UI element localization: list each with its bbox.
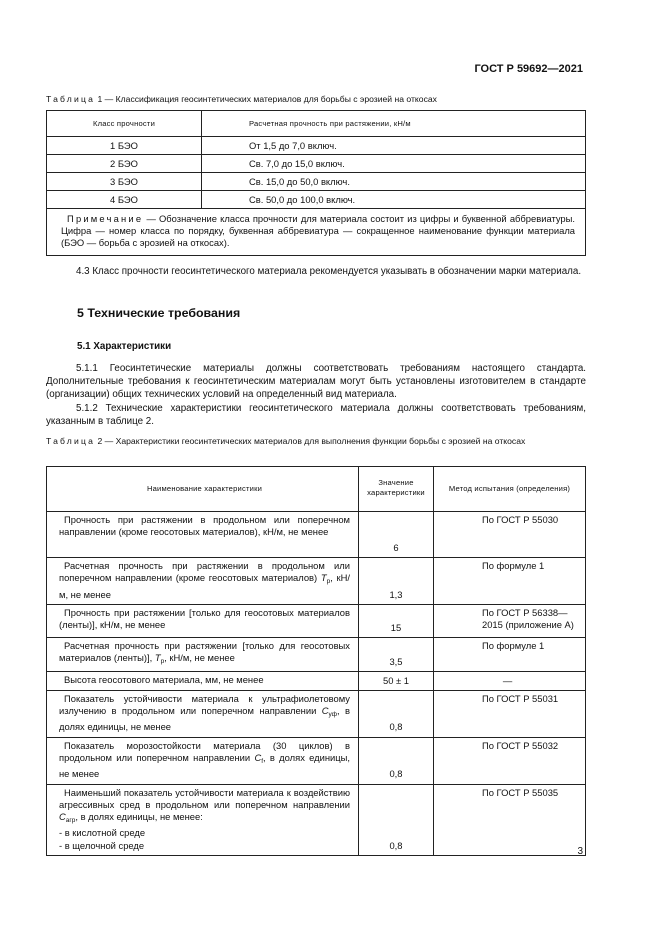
characteristic-value: 15: [359, 604, 434, 637]
table2-header-value: Значение характеристики: [359, 467, 434, 512]
table-row: [47, 672, 586, 690]
table2-caption-text: 2 — Характеристики геосинтетических материалов для выполнения функции борьбы с эрозией на откосах: [95, 436, 526, 446]
table-row: [47, 604, 586, 637]
table1-cell-strength: Св. 50,0 до 100,0 включ.: [202, 191, 586, 209]
test-method: —: [434, 672, 586, 690]
characteristic-name: Показатель морозостойкости материала (30 циклов) в продольном или поперечном направлении $C_f$, в долях единицы, не менее: [47, 737, 359, 784]
characteristic-value: 1,3: [359, 558, 434, 605]
table2-header-name: Наименование характеристики: [47, 467, 359, 512]
table-row: [47, 137, 586, 155]
document-code: ГОСТ Р 59692—2021: [474, 63, 583, 75]
test-method: По ГОСТ Р 55035: [434, 784, 586, 855]
characteristic-value: 6: [359, 512, 434, 558]
note-label: Примечание: [67, 213, 144, 224]
test-method: По ГОСТ Р 55032: [434, 737, 586, 784]
list-item: - в кислотной среде: [59, 827, 146, 839]
table2-caption: [46, 436, 586, 447]
table1-caption-prefix: Таблица: [46, 94, 96, 104]
characteristic-value: 0,8: [359, 737, 434, 784]
characteristics-table: [46, 466, 586, 856]
test-method: По ГОСТ Р 55030: [434, 512, 586, 558]
page-number: 3: [577, 846, 583, 857]
section-5-1-title: 5.1 Характеристики: [77, 341, 172, 352]
table1-header-strength: Расчетная прочность при растяжении, кН/м: [202, 111, 586, 137]
table1-cell-strength: Св. 15,0 до 50,0 включ.: [202, 173, 586, 191]
note-text: — Обозначение класса прочности для материала состоит из цифры и буквенной аббревиатуры. Цифра — номер класса по порядку, буквенная аббревиатура — сокращенное наименование функции материала (БЭО — борьба с эрозией на откосах).: [61, 213, 575, 248]
table-row: [47, 512, 586, 558]
test-method: По ГОСТ Р 55031: [434, 690, 586, 737]
test-method: По формуле 1: [434, 558, 586, 605]
table1-cell-class: 3 БЭО: [47, 173, 202, 191]
characteristic-name: Прочность при растяжении [только для геосотовых материалов (ленты)], кН/м, не менее: [47, 604, 359, 637]
table-row: [47, 191, 586, 209]
paragraph-5-1-2: 5.1.2 Технические характеристики геосинтетического материала должны соответствовать требованиям, указанным в таблице 2.: [46, 403, 586, 428]
characteristic-name: Наименьший показатель устойчивости материала к воздействию агрессивных сред в продольном или поперечном направлении $C_{агр}$, в долях единицы, не менее: - в кислотной среде - в щелочной среде: [47, 784, 359, 855]
test-method: По ГОСТ Р 56338—2015 (приложение А): [434, 604, 586, 637]
table-row: [47, 558, 586, 605]
characteristic-value: 0,8: [359, 690, 434, 737]
characteristic-value: 3,5: [359, 637, 434, 672]
table-row: [47, 784, 586, 855]
table-row: [47, 737, 586, 784]
strength-class-table: [46, 110, 586, 256]
table1-cell-class: 2 БЭО: [47, 155, 202, 173]
characteristic-name: Расчетная прочность при растяжении в продольном или поперечном направлении (кроме геосотовых материалов) $T_p$, кН/м, не менее: [47, 558, 359, 605]
table2-header-method: Метод испытания (определения): [434, 467, 586, 512]
paragraph-5-1-1: 5.1.1 Геосинтетические материалы должны соответствовать требованиям настоящего стандарта. Дополнительные требования к геосинтетическим материалам могут быть установлены изготовителем в стандарте (организации) общих технических условий на определенный вид материала.: [46, 363, 586, 401]
characteristic-name: Расчетная прочность при растяжении [только для геосотовых материалов (ленты)], $T_p$, кН/м, не менее: [47, 637, 359, 672]
table1-caption: [46, 94, 437, 105]
characteristic-name: Высота геосотового материала, мм, не менее: [47, 672, 359, 690]
table1-header-class: Класс прочности: [47, 111, 202, 137]
characteristic-value: 50 ± 1: [359, 672, 434, 690]
section-5-title: 5 Технические требования: [77, 306, 241, 320]
table-row: [47, 637, 586, 672]
table1-cell-class: 4 БЭО: [47, 191, 202, 209]
table-row: [47, 155, 586, 173]
list-item: - в щелочной среде: [59, 839, 145, 851]
characteristic-name: Прочность при растяжении в продольном или поперечном направлении (кроме геосотовых материалов), кН/м, не менее: [47, 512, 359, 558]
table1-note: [47, 209, 586, 256]
table1-cell-strength: Св. 7,0 до 15,0 включ.: [202, 155, 586, 173]
table-row: [47, 173, 586, 191]
paragraph-4-3: 4.3 Класс прочности геосинтетического материала рекомендуется указывать в обозначении марки материала.: [76, 266, 582, 277]
characteristic-name: Показатель устойчивости материала к ультрафиолетовому излучению в продольном или поперечном направлении $C_{уф}$, в долях единицы, не менее: [47, 690, 359, 737]
table1-cell-class: 1 БЭО: [47, 137, 202, 155]
table2-caption-prefix: Таблица: [46, 436, 96, 446]
table-row: [47, 690, 586, 737]
test-method: По формуле 1: [434, 637, 586, 672]
characteristic-value: 0,8: [359, 784, 434, 855]
table1-cell-strength: От 1,5 до 7,0 включ.: [202, 137, 586, 155]
table1-caption-text: 1 — Классификация геосинтетических материалов для борьбы с эрозией на откосах: [95, 94, 437, 104]
